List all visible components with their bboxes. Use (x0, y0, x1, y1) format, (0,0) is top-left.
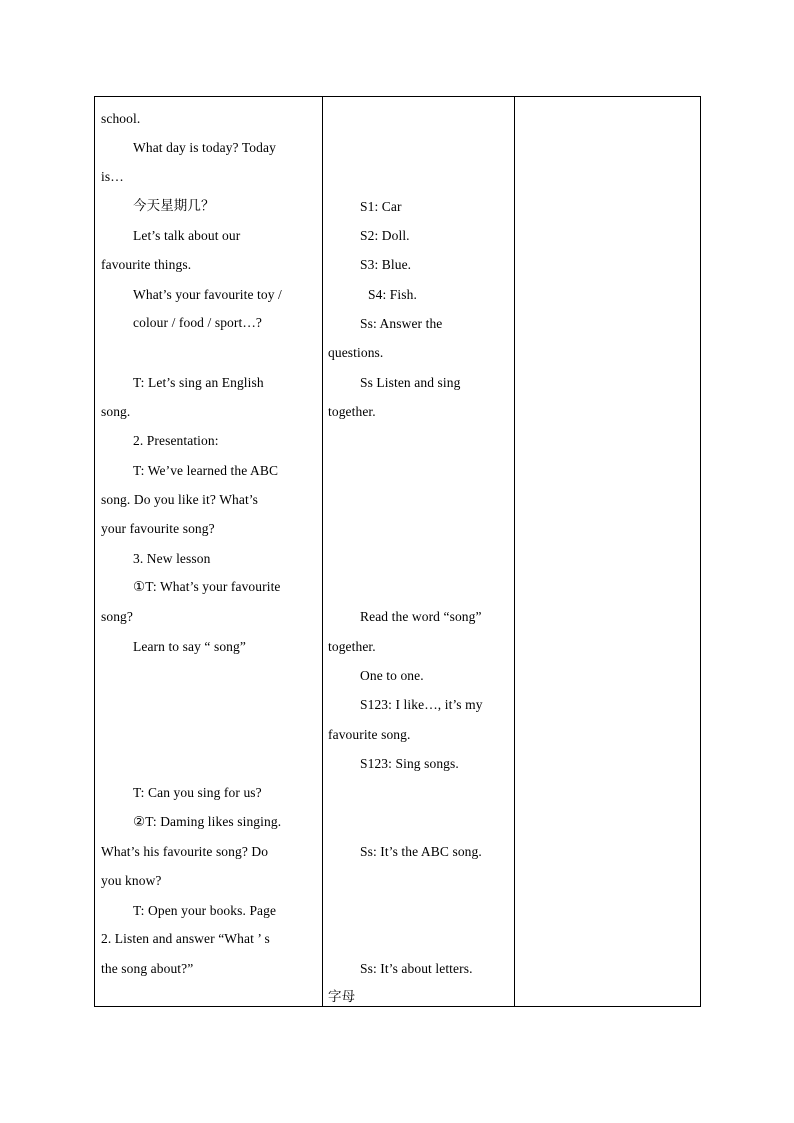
teacher-text-line: What day is today? Today (133, 140, 276, 155)
teacher-text-line: T: Open your books. Page (133, 903, 277, 918)
teacher-text-line: 2. Listen and answer “What ’ s (101, 931, 270, 946)
teacher-text-line: ②T: Daming likes singing. (133, 814, 282, 829)
student-text-line: together. (328, 639, 376, 654)
teacher-text-line: song? (101, 609, 133, 624)
teacher-text-line: ①T: What’s your favourite (133, 579, 281, 594)
teacher-text-line: T: We’ve learned the ABC (133, 463, 279, 478)
teacher-text-line: is… (101, 169, 124, 184)
student-activity-column (322, 97, 515, 1006)
teacher-text-line: Let’s talk about our (133, 228, 241, 243)
teacher-text-line: song. Do you like it? What’s (101, 492, 259, 507)
student-text-line: S123: I like…, it’s my (360, 697, 483, 712)
teacher-text-line: T: Can you sing for us? (133, 785, 262, 800)
teacher-text-line: your favourite song? (101, 521, 215, 536)
student-text-line: Ss: It’s about letters. (360, 961, 473, 976)
student-text-line: S4: Fish. (368, 287, 417, 302)
teacher-text-line: colour / food / sport…? (133, 315, 263, 330)
student-text-line: Read the word “song” (360, 609, 482, 624)
teacher-activity-column (95, 97, 323, 1006)
teacher-text-line: What’s his favourite song? Do (101, 844, 269, 859)
student-text-line: favourite song. (328, 727, 411, 742)
student-text-line: questions. (328, 345, 384, 360)
teacher-text-line: you know? (101, 873, 162, 888)
teacher-text-line: What’s your favourite toy / (133, 287, 282, 302)
student-text-line: Ss: It’s the ABC song. (360, 844, 482, 859)
student-text-line: One to one. (360, 668, 424, 683)
student-text-line: 字母 (328, 989, 356, 1005)
teacher-text-line: 今天星期几？ (133, 198, 215, 214)
student-text-line: Ss Listen and sing (360, 375, 461, 390)
student-text-line: S1: Car (360, 199, 402, 214)
student-text-line: Ss: Answer the (360, 316, 443, 331)
teacher-text-line: school. (101, 111, 141, 126)
teacher-text-line: 2. Presentation: (133, 433, 219, 448)
notes-column (514, 97, 700, 1006)
teacher-text-line: the song about?” (101, 961, 194, 976)
student-text-line: S123: Sing songs. (360, 756, 459, 771)
student-text-line: S2: Doll. (360, 228, 410, 243)
teacher-text-line: favourite things. (101, 257, 192, 272)
teacher-text-line: Learn to say “ song” (133, 639, 246, 654)
teacher-text-line: 3. New lesson (133, 551, 211, 566)
teacher-text-line: song. (101, 404, 131, 419)
lesson-plan-table (94, 96, 701, 1007)
student-text-line: together. (328, 404, 376, 419)
teacher-text-line: T: Let’s sing an English (133, 375, 264, 390)
student-text-line: S3: Blue. (360, 257, 412, 272)
